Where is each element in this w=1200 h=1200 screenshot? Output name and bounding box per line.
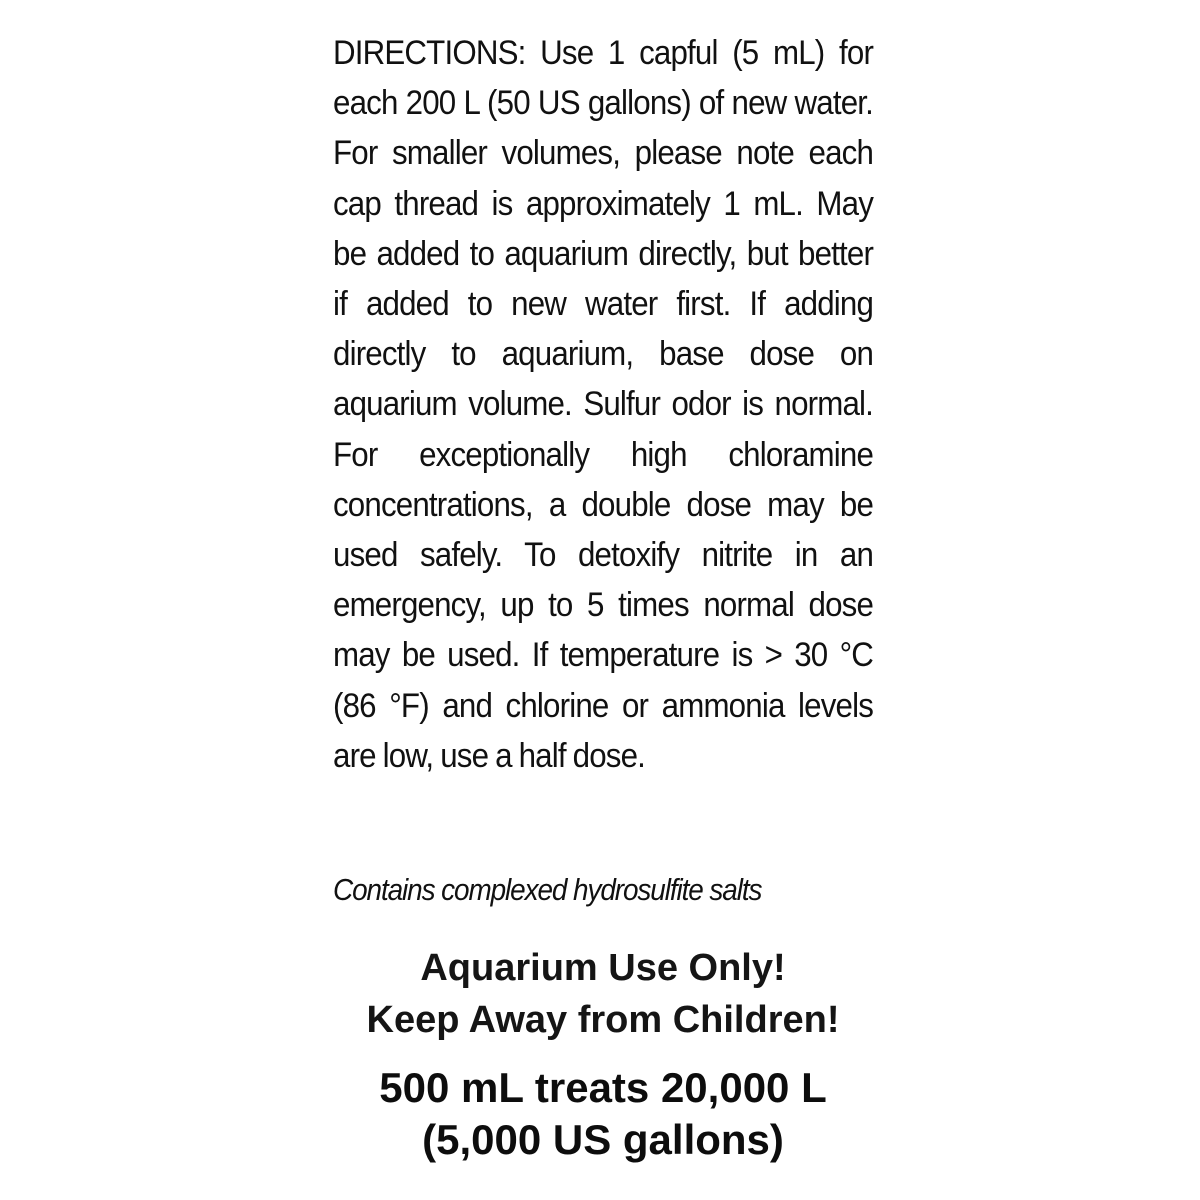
warning-keep-away: Keep Away from Children! (366, 999, 840, 1041)
treatment-capacity (300, 1062, 906, 1166)
warning-aquarium-use: Aquarium Use Only! (420, 947, 786, 989)
warning-block (300, 942, 906, 1046)
treats-volume-us: (5,000 US gallons) (422, 1116, 784, 1163)
label-text-block (333, 28, 873, 781)
ingredients-note: Contains complexed hydrosulfite salts (333, 872, 762, 907)
directions-paragraph: DIRECTIONS: Use 1 capful (5 mL) for each 200 L (50 US gallons) of new water. For smaller volumes, please note each cap thread is approximately 1 mL. May be added to aquarium directly, but better if added to new water first. If adding directly to aquarium, base dose on aquarium volume. Sulfur odor is normal. For exceptionally high chloramine concentrations, a double dose may be used safely. To detoxify nitrite in an emergency, up to 5 times normal dose may be used. If temperature is > 30 °C (86 °F) and chlorine or ammonia levels are low, use a half dose. (333, 34, 874, 775)
treats-volume-metric: 500 mL treats 20,000 L (379, 1064, 827, 1111)
